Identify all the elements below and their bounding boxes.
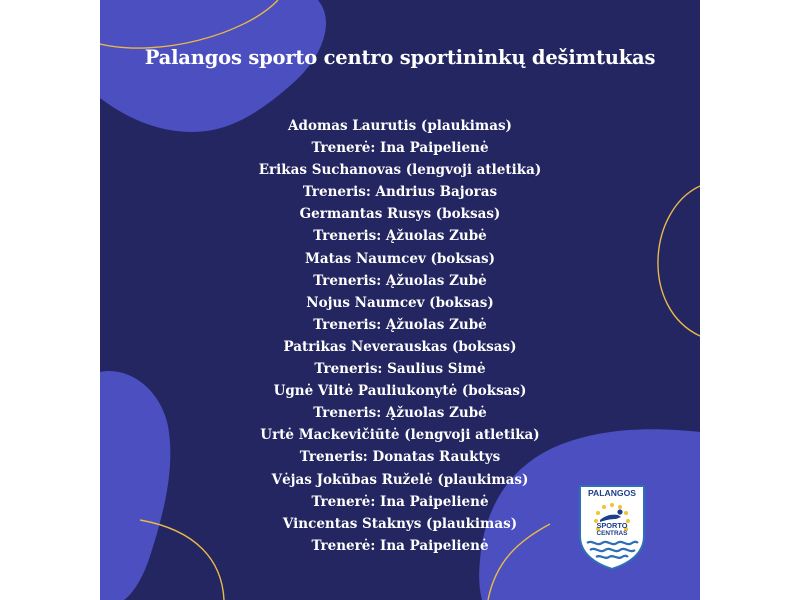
logo-line2: CENTRAS: [596, 530, 628, 537]
athlete-name: Urtė Mackevičiūtė (lengvoji atletika): [260, 427, 540, 444]
athlete-coach: Treneris: Ąžuolas Zubė: [313, 228, 487, 245]
athlete-coach: Trenerė: Ina Paipelienė: [311, 493, 489, 510]
athlete-coach: Treneris: Ąžuolas Zubė: [313, 272, 487, 289]
logo-shield: [578, 484, 646, 570]
athlete-name: Vėjas Jokūbas Ruželė (plaukimas): [271, 471, 529, 488]
logo-line1: SPORTO: [596, 521, 628, 530]
athlete-coach: Treneris: Andrius Bajoras: [302, 184, 498, 201]
athlete-coach: Treneris: Ąžuolas Zubė: [313, 316, 487, 333]
page-title: Palangos sporto centro sportininkų dešimtukas: [144, 46, 656, 69]
athlete-name: Ugnė Viltė Pauliukonytė (boksas): [273, 383, 527, 400]
athlete-name: Patrikas Neverauskas (boksas): [283, 338, 517, 355]
athlete-coach: Treneris: Ąžuolas Zubė: [313, 405, 487, 422]
athlete-coach: Treneris: Saulius Simė: [314, 361, 486, 378]
athlete-coach: Treneris: Donatas Rauktys: [299, 449, 501, 466]
sport-center-logo: [578, 484, 646, 570]
logo-top-text: PALANGOS: [587, 488, 637, 498]
athlete-name: Vincentas Staknys (plaukimas): [282, 515, 518, 532]
athlete-coach: Trenerė: Ina Paipelienė: [311, 140, 489, 157]
poster: [100, 0, 700, 600]
athlete-name: Erikas Suchanovas (lengvoji atletika): [258, 162, 542, 179]
athlete-name: Matas Naumcev (boksas): [304, 250, 496, 267]
athlete-coach: Trenerė: Ina Paipelienė: [311, 537, 489, 554]
athlete-name: Nojus Naumcev (boksas): [306, 294, 494, 311]
athlete-name: Germantas Rusys (boksas): [299, 206, 501, 223]
athlete-name: Adomas Laurutis (plaukimas): [288, 118, 512, 134]
